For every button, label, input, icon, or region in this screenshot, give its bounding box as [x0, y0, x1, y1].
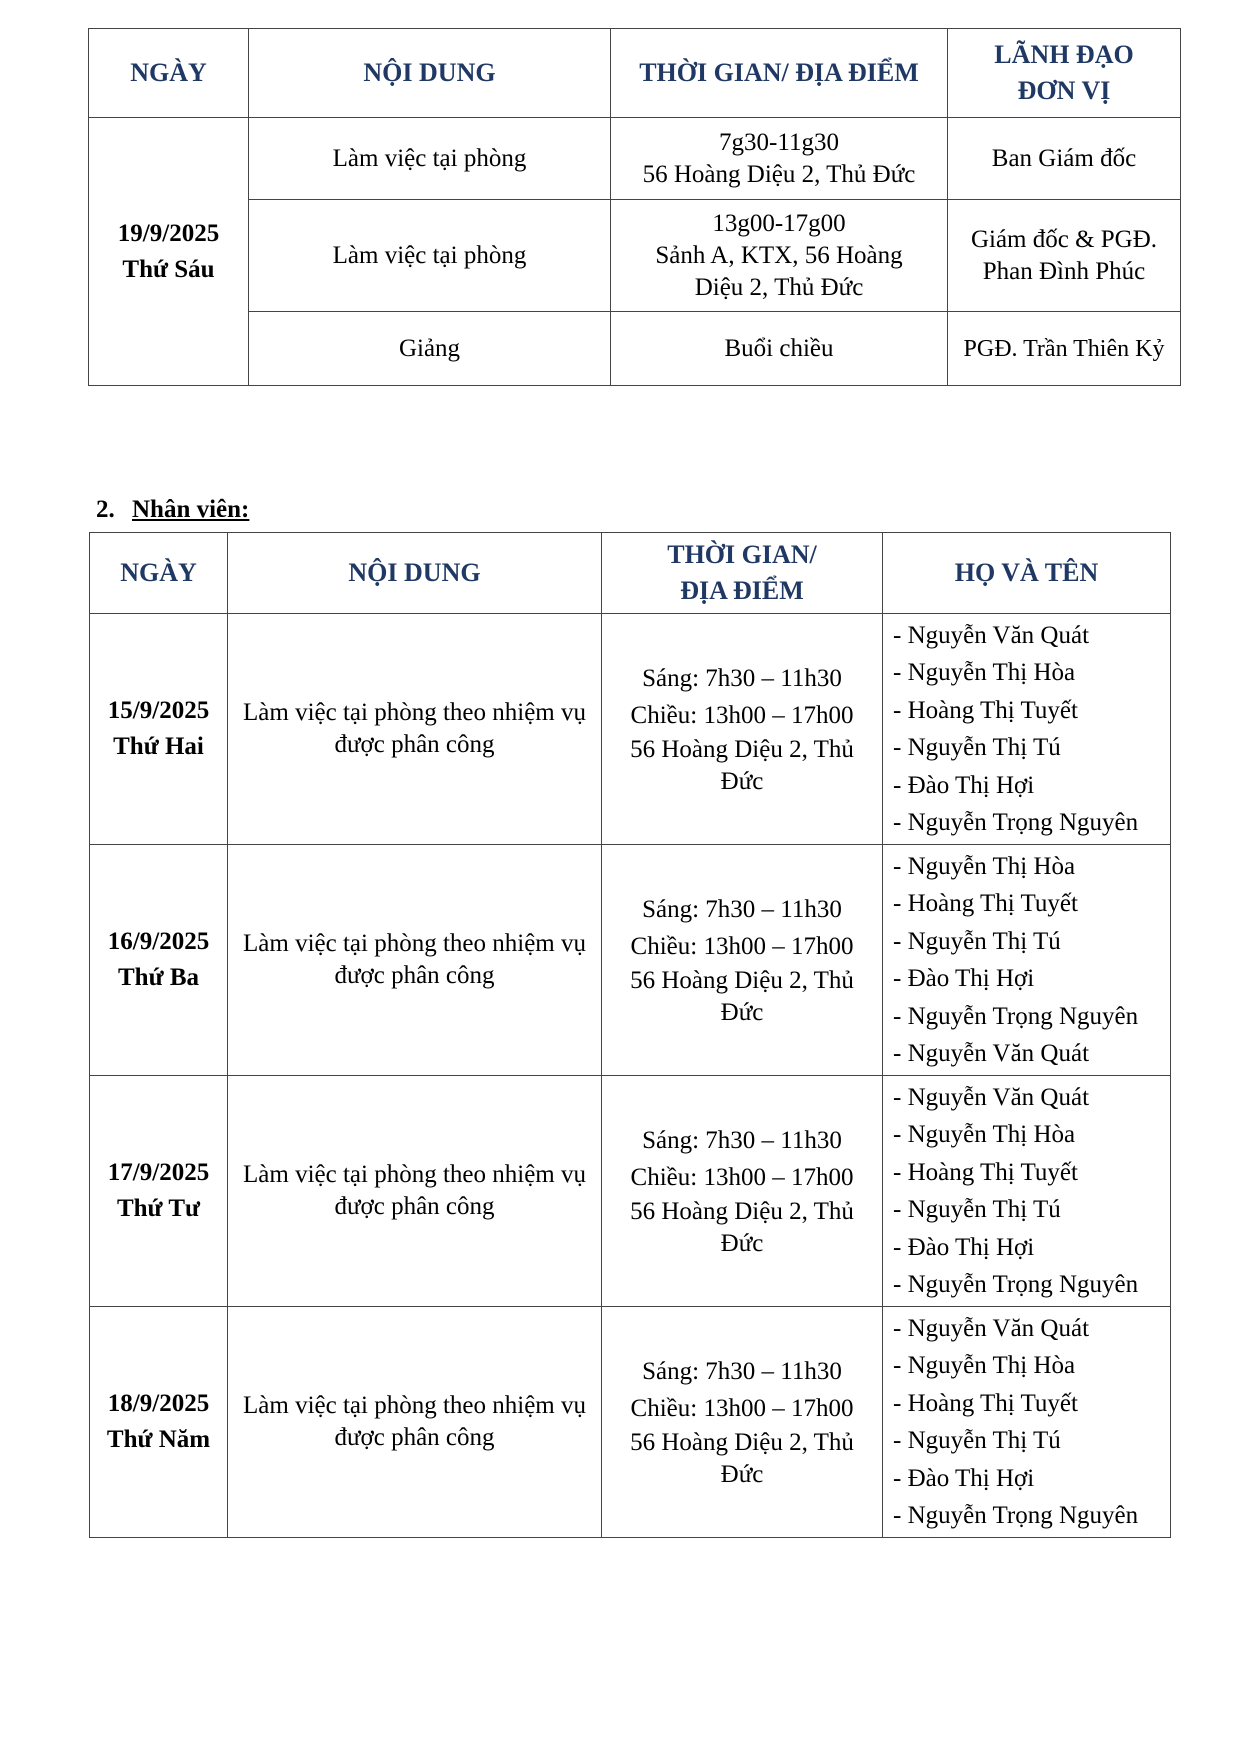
time-place-cell: [602, 1076, 883, 1307]
header-time-line1: THỜI GIAN/: [667, 540, 817, 569]
weekday: Thứ Hai: [113, 733, 204, 760]
table-header-row: [89, 29, 1181, 118]
section-heading: [96, 496, 249, 524]
time-place-cell: [602, 614, 883, 845]
staff-name: - Nguyễn Trọng Nguyên: [893, 1002, 1139, 1030]
content-cell: Làm việc tại phòng theo nhiệm vụ được phân công: [228, 614, 602, 845]
afternoon-time: Chiều: 13h00 – 17h00: [630, 702, 854, 729]
names-cell: [883, 1076, 1171, 1307]
content-cell: Giảng: [249, 312, 611, 386]
time-place-cell: [602, 845, 883, 1076]
section-title: Nhân viên:: [132, 496, 250, 523]
content-cell: Làm việc tại phòng theo nhiệm vụ được phân công: [228, 1076, 602, 1307]
staff-name: - Hoàng Thị Tuyết: [893, 1389, 1078, 1417]
table-row: [90, 1307, 1171, 1538]
staff-name: - Nguyễn Thị Hòa: [893, 852, 1076, 880]
staff-schedule-table: [89, 532, 1171, 1538]
weekday: Thứ Tư: [116, 1195, 201, 1222]
date-cell: [90, 1076, 228, 1307]
staff-name: - Nguyễn Thị Hòa: [893, 659, 1076, 686]
afternoon-time: Chiều: 13h00 – 17h00: [630, 933, 854, 960]
time: 7g30-11g30: [719, 128, 839, 156]
morning-time: Sáng: 7h30 – 11h30: [642, 896, 842, 923]
table-row: [90, 845, 1171, 1076]
staff-name: - Nguyễn Thị Hòa: [893, 1352, 1076, 1379]
place: 56 Hoàng Diệu 2, Thủ Đức: [630, 1429, 854, 1488]
header-names: HỌ VÀ TÊN: [883, 533, 1171, 614]
header-leader: [948, 29, 1181, 118]
date: 19/9/2025: [117, 219, 220, 247]
staff-name: - Nguyễn Văn Quát: [893, 1083, 1090, 1111]
leader-cell: Ban Giám đốc: [948, 118, 1181, 200]
time-place-cell: [611, 118, 948, 200]
morning-time: Sáng: 7h30 – 11h30: [642, 1358, 842, 1385]
afternoon-time: Chiều: 13h00 – 17h00: [630, 1164, 854, 1191]
staff-name: - Đào Thị Hợi: [893, 1464, 1035, 1492]
afternoon-time: Chiều: 13h00 – 17h00: [630, 1395, 854, 1422]
table-row: [89, 200, 1181, 312]
leader-cell: [948, 200, 1181, 312]
staff-name: - Nguyễn Thị Tú: [893, 734, 1061, 761]
date: 16/9/2025: [107, 928, 210, 955]
header-leader-line1: LÃNH ĐẠO: [994, 40, 1134, 69]
morning-time: Sáng: 7h30 – 11h30: [642, 665, 842, 692]
place: 56 Hoàng Diệu 2, Thủ Đức: [642, 160, 916, 188]
staff-name: - Hoàng Thị Tuyết: [893, 1158, 1078, 1186]
time-place-cell: [611, 200, 948, 312]
date: 17/9/2025: [107, 1159, 210, 1186]
header-time-place: [602, 533, 883, 614]
staff-name: - Hoàng Thị Tuyết: [893, 890, 1078, 917]
table-row: [89, 312, 1181, 386]
section-number: 2.: [96, 496, 115, 523]
date-cell: [89, 118, 249, 386]
staff-name: - Nguyễn Văn Quát: [893, 1040, 1090, 1067]
time-place-cell: Buổi chiều: [611, 312, 948, 386]
staff-name: - Nguyễn Thị Tú: [893, 1427, 1061, 1454]
content-cell: Làm việc tại phòng: [249, 200, 611, 312]
staff-name: - Nguyễn Trọng Nguyên: [893, 1502, 1139, 1529]
staff-name: - Nguyễn Trọng Nguyên: [893, 809, 1139, 836]
header-content: NỘI DUNG: [228, 533, 602, 614]
names-cell: [883, 614, 1171, 845]
names-cell: [883, 1307, 1171, 1538]
leader-line2: Phan Đình Phúc: [982, 257, 1146, 285]
weekday: Thứ Sáu: [122, 255, 215, 283]
leader-cell: PGĐ. Trần Thiên Kỷ: [948, 312, 1181, 386]
table-row: [90, 614, 1171, 845]
header-time-place: THỜI GIAN/ ĐỊA ĐIỂM: [611, 29, 948, 118]
table-row: [90, 1076, 1171, 1307]
weekday: Thứ Năm: [106, 1426, 211, 1453]
date-cell: [90, 845, 228, 1076]
staff-name: - Đào Thị Hợi: [893, 771, 1035, 799]
table-row: [89, 118, 1181, 200]
date-cell: [90, 1307, 228, 1538]
content-cell: Làm việc tại phòng theo nhiệm vụ được phân công: [228, 1307, 602, 1538]
place: 56 Hoàng Diệu 2, Thủ Đức: [630, 736, 854, 795]
header-date: NGÀY: [89, 29, 249, 118]
header-date: NGÀY: [90, 533, 228, 614]
weekday: Thứ Ba: [117, 964, 199, 991]
staff-name: - Nguyễn Văn Quát: [893, 621, 1090, 649]
staff-name: - Đào Thị Hợi: [893, 1233, 1035, 1261]
place: 56 Hoàng Diệu 2, Thủ Đức: [630, 1198, 854, 1257]
table-header-row: [90, 533, 1171, 614]
leaders-schedule-table: [88, 28, 1181, 386]
staff-name: - Nguyễn Văn Quát: [893, 1314, 1090, 1342]
time: 13g00-17g00: [712, 209, 846, 237]
staff-name: - Nguyễn Trọng Nguyên: [893, 1271, 1139, 1298]
header-leader-line2: ĐƠN VỊ: [1017, 76, 1111, 105]
content-cell: Làm việc tại phòng theo nhiệm vụ được phân công: [228, 845, 602, 1076]
morning-time: Sáng: 7h30 – 11h30: [642, 1127, 842, 1154]
leader-line1: Giám đốc & PGĐ.: [970, 225, 1158, 253]
staff-name: - Nguyễn Thị Tú: [893, 927, 1061, 955]
date-cell: [90, 614, 228, 845]
staff-name: - Nguyễn Thị Hòa: [893, 1121, 1076, 1148]
header-time-line2: ĐỊA ĐIỂM: [680, 576, 804, 605]
staff-name: - Nguyễn Thị Tú: [893, 1196, 1061, 1223]
staff-name: - Đào Thị Hợi: [893, 965, 1035, 992]
header-content: NỘI DUNG: [249, 29, 611, 118]
date: 15/9/2025: [107, 697, 210, 724]
date: 18/9/2025: [107, 1390, 210, 1417]
content-cell: Làm việc tại phòng: [249, 118, 611, 200]
names-cell: [883, 845, 1171, 1076]
place: 56 Hoàng Diệu 2, Thủ Đức: [630, 967, 854, 1026]
place: Sảnh A, KTX, 56 Hoàng Diệu 2, Thủ Đức: [655, 241, 903, 301]
staff-name: - Hoàng Thị Tuyết: [893, 696, 1078, 724]
time-place-cell: [602, 1307, 883, 1538]
